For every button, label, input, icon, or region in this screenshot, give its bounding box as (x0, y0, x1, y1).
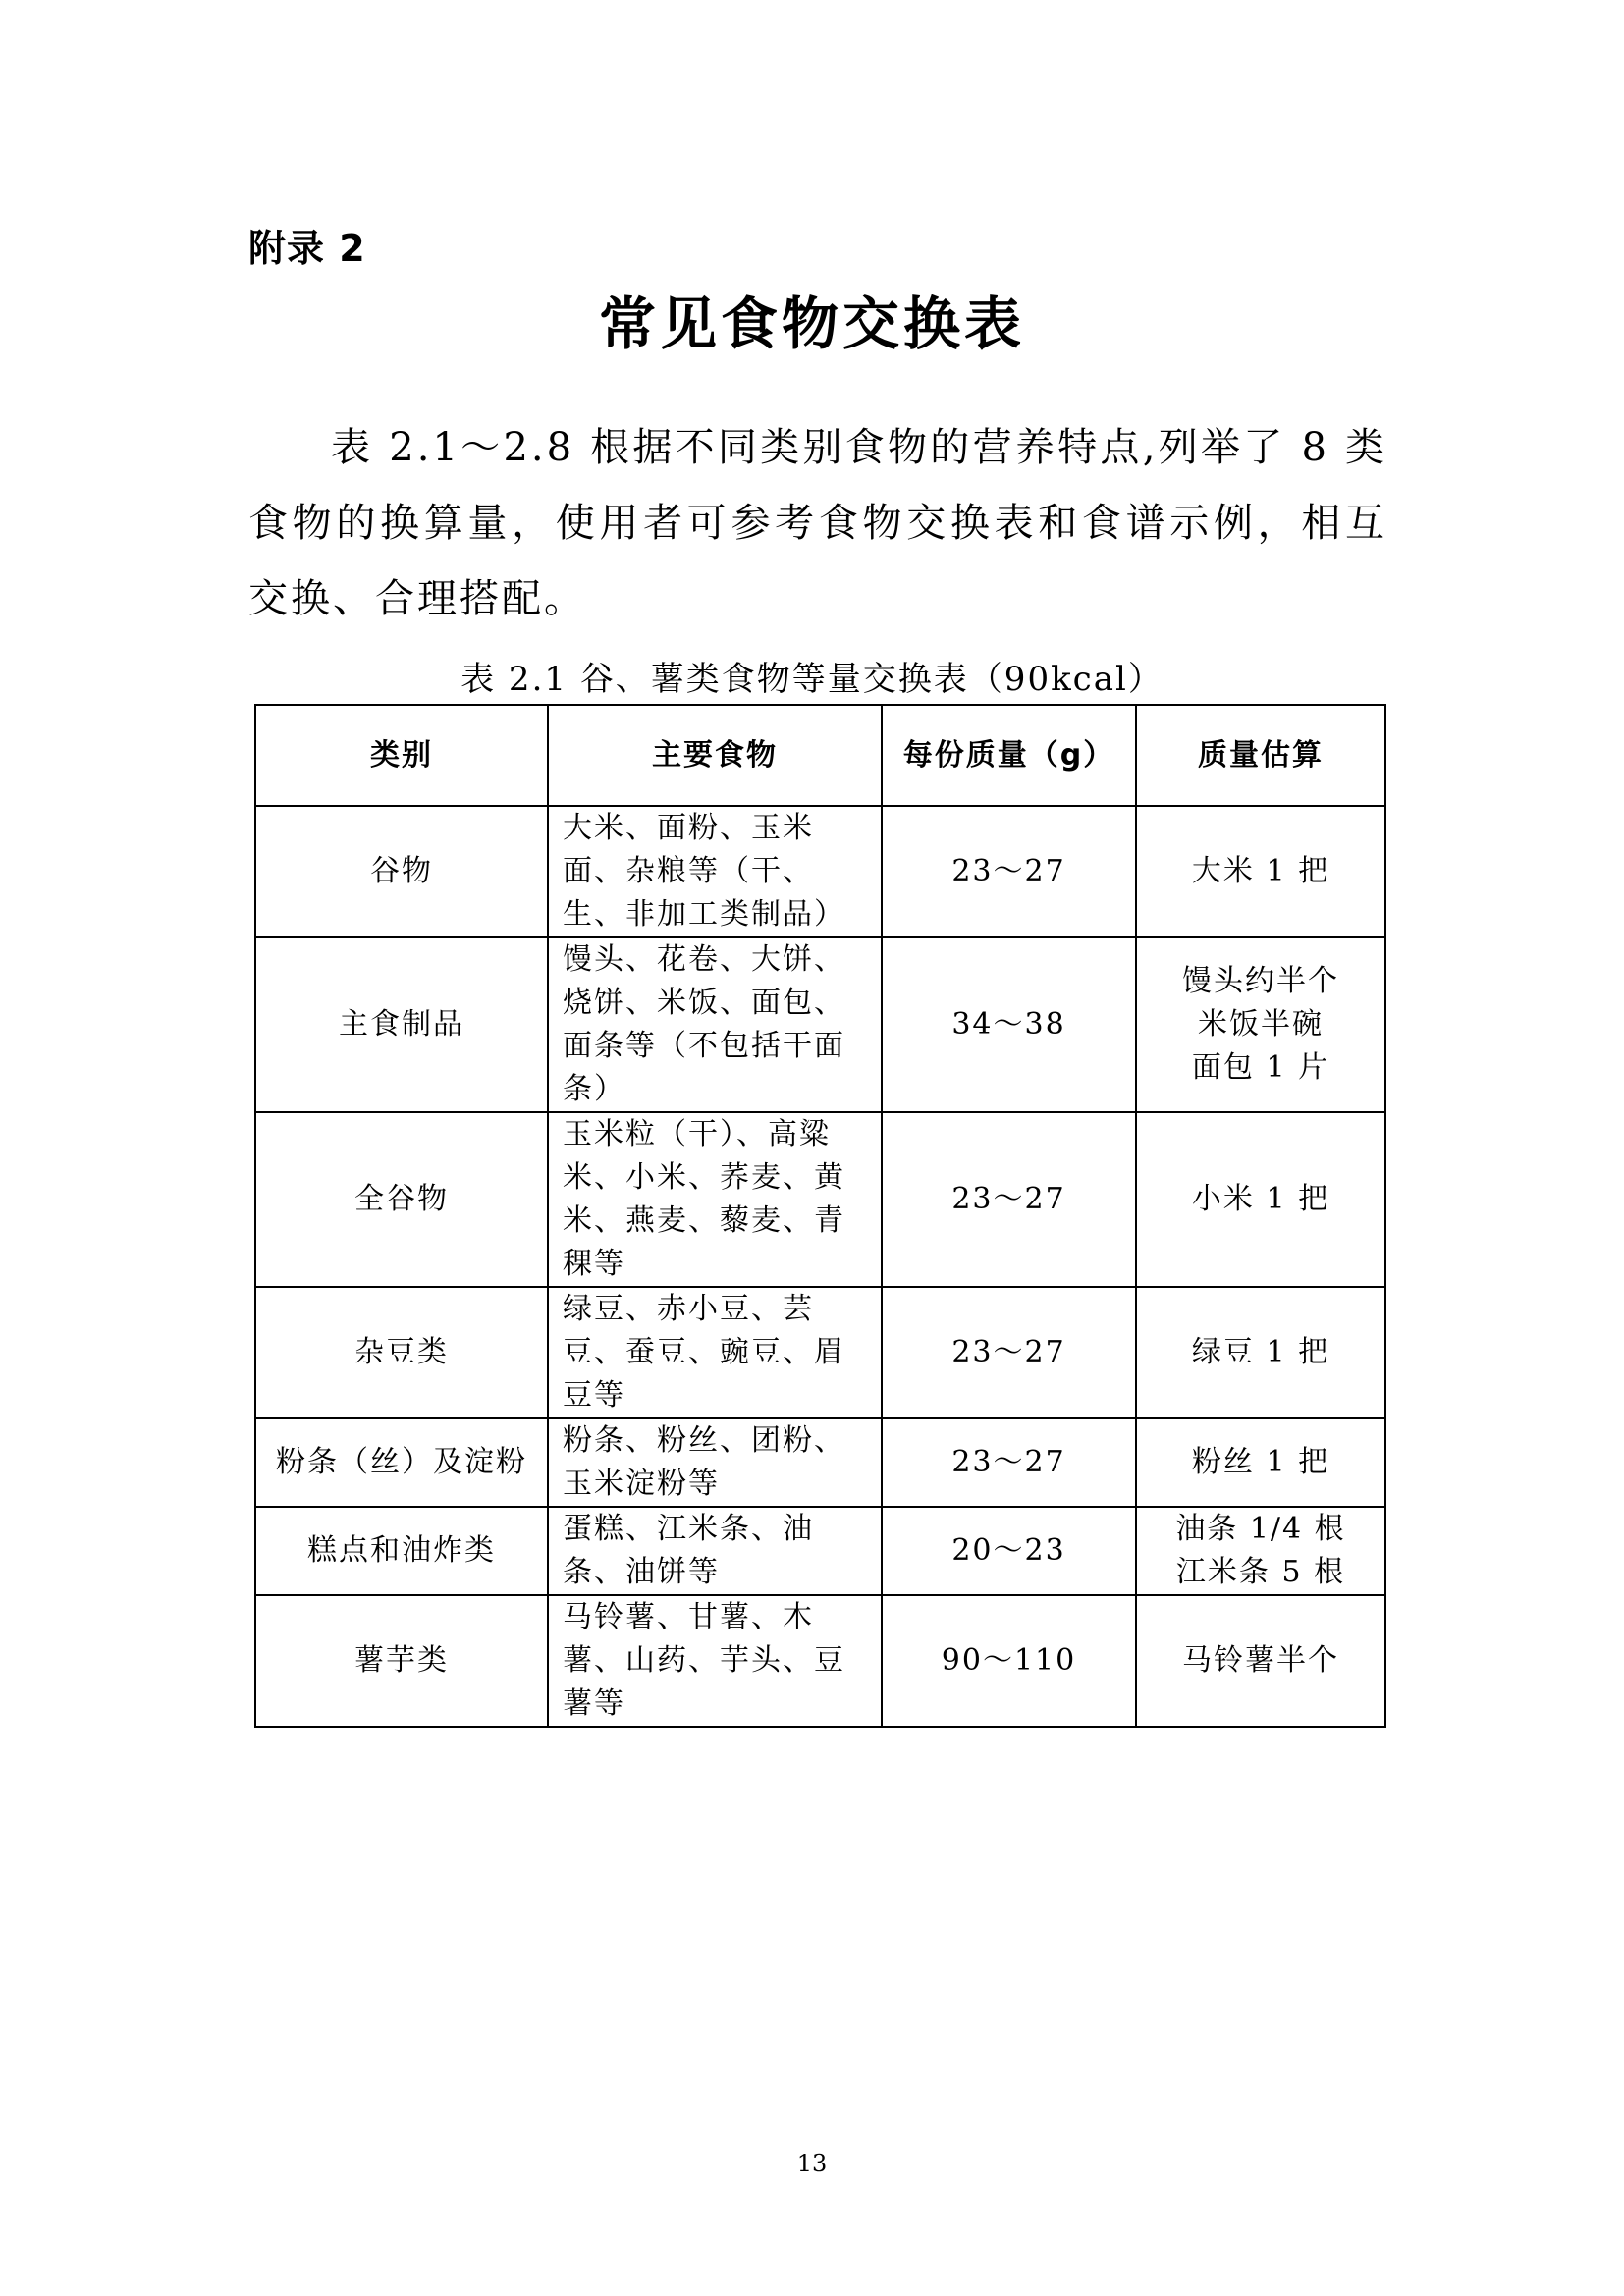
cell-category: 杂豆类 (255, 1287, 548, 1418)
cell-estimate (1136, 1418, 1385, 1507)
cell-weight: 90～110 (882, 1595, 1136, 1727)
cell-foods: 蛋糕、江米条、油条、油饼等 (548, 1507, 882, 1595)
header-weight: 每份质量（g） (882, 705, 1136, 806)
table-row (255, 806, 1385, 937)
cell-weight: 23～27 (882, 1112, 1136, 1287)
food-exchange-table (254, 704, 1386, 1728)
table-row (255, 1507, 1385, 1595)
estimate-line: 江米条 5 根 (1175, 1555, 1346, 1589)
page-title: 常见食物交换表 (598, 291, 1025, 357)
cell-weight: 23～27 (882, 1287, 1136, 1418)
cell-category: 主食制品 (255, 937, 548, 1112)
cell-foods: 玉米粒（干）、高粱米、小米、荞麦、黄米、燕麦、藜麦、青稞等 (548, 1112, 882, 1287)
estimate-line: 小米 1 把 (1191, 1182, 1330, 1216)
cell-weight: 23～27 (882, 806, 1136, 937)
cell-foods: 馒头、花卷、大饼、烧饼、米饭、面包、面条等（不包括干面条） (548, 937, 882, 1112)
cell-weight: 23～27 (882, 1418, 1136, 1507)
table-caption: 表 2.1 谷、薯类食物等量交换表（90kcal） (460, 660, 1164, 699)
cell-foods: 绿豆、赤小豆、芸豆、蚕豆、豌豆、眉豆等 (548, 1287, 882, 1418)
estimate-line: 绿豆 1 把 (1191, 1335, 1330, 1369)
estimate-line: 马铃薯半个 (1182, 1643, 1339, 1678)
estimate-line: 馒头约半个 (1182, 964, 1339, 998)
cell-weight: 34～38 (882, 937, 1136, 1112)
cell-category: 全谷物 (255, 1112, 548, 1287)
intro-paragraph: 表 2.1～2.8 根据不同类别食物的营养特点,列举了 8 类食物的换算量，使用者可参考食物交换表和食谱示例，相互交换、合理搭配。 (248, 425, 1387, 621)
table-row (255, 1595, 1385, 1727)
appendix-label: 附录 2 (248, 227, 366, 270)
cell-foods: 马铃薯、甘薯、木薯、山药、芋头、豆薯等 (548, 1595, 882, 1727)
estimate-line: 粉丝 1 把 (1191, 1445, 1330, 1479)
table-header-row (255, 705, 1385, 806)
table-row (255, 1112, 1385, 1287)
page-number: 13 (796, 2150, 828, 2177)
header-foods: 主要食物 (548, 705, 882, 806)
cell-estimate (1136, 1287, 1385, 1418)
header-category: 类别 (255, 705, 548, 806)
cell-category: 薯芋类 (255, 1595, 548, 1727)
header-estimate: 质量估算 (1136, 705, 1385, 806)
cell-estimate (1136, 937, 1385, 1112)
estimate-line: 米饭半碗 (1198, 1007, 1324, 1041)
estimate-line: 大米 1 把 (1191, 854, 1330, 888)
table-row (255, 1418, 1385, 1507)
cell-category: 粉条（丝）及淀粉 (255, 1418, 548, 1507)
cell-foods: 粉条、粉丝、团粉、玉米淀粉等 (548, 1418, 882, 1507)
table-row (255, 1287, 1385, 1418)
cell-estimate (1136, 1112, 1385, 1287)
cell-weight: 20～23 (882, 1507, 1136, 1595)
cell-estimate (1136, 1595, 1385, 1727)
table-row (255, 937, 1385, 1112)
estimate-line: 油条 1/4 根 (1175, 1512, 1346, 1546)
cell-category: 谷物 (255, 806, 548, 937)
estimate-line: 面包 1 片 (1191, 1050, 1330, 1085)
cell-foods: 大米、面粉、玉米面、杂粮等（干、生、非加工类制品） (548, 806, 882, 937)
cell-estimate (1136, 806, 1385, 937)
cell-estimate (1136, 1507, 1385, 1595)
cell-category: 糕点和油炸类 (255, 1507, 548, 1595)
